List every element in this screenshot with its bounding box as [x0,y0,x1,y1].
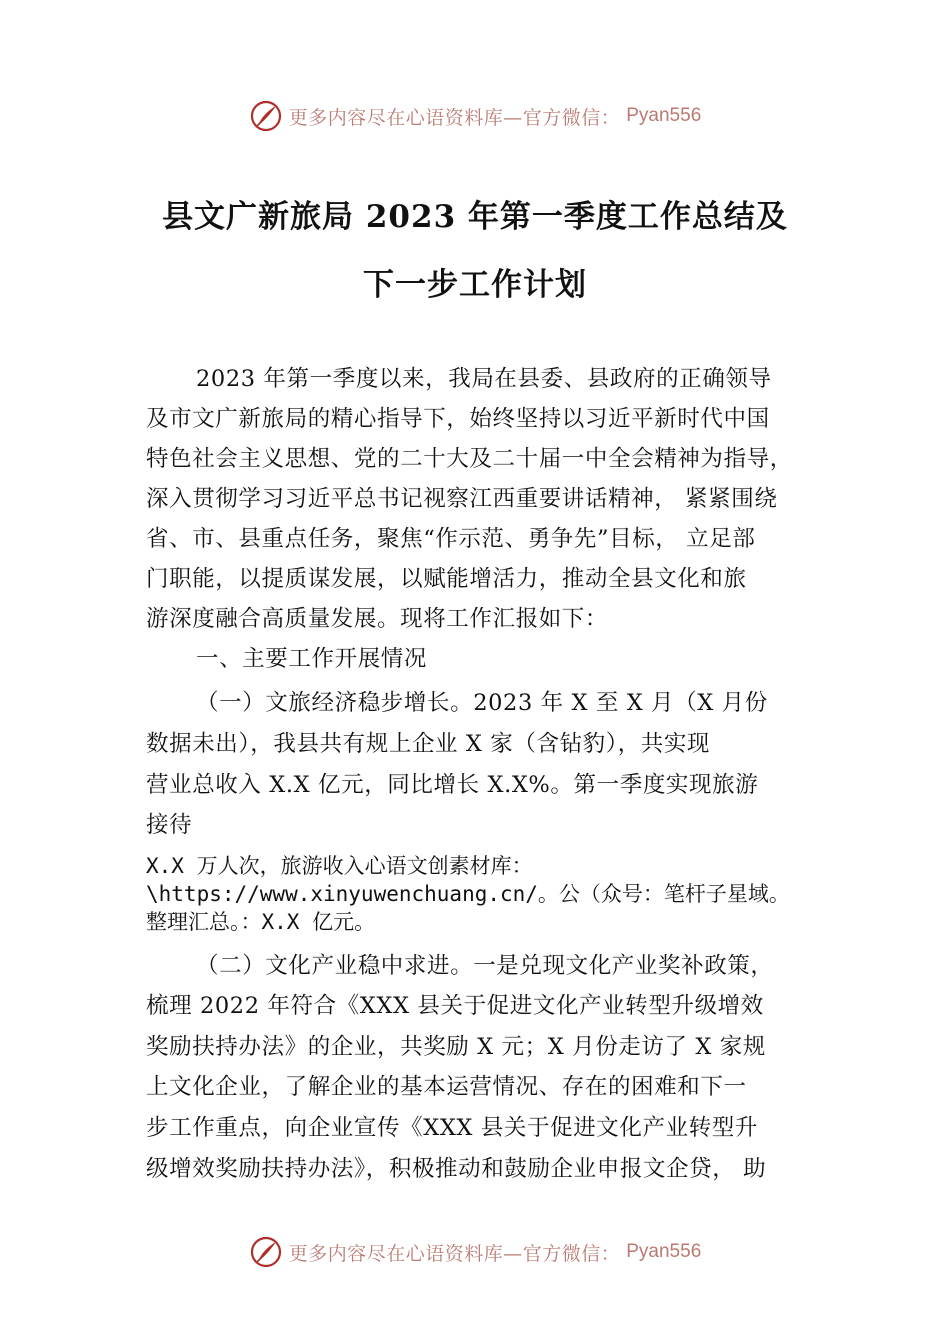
watermark-text: 更多内容尽在心语资料库—官方微信： [288,106,621,129]
section-heading: 一、主要工作开展情况 [196,646,428,672]
paragraph-3-line: 步工作重点，向企业宣传《XXX 县关于促进文化产业转型升 [146,1115,759,1141]
header-watermark [0,96,950,136]
footer-watermark [0,1232,950,1272]
paragraph-2-line: 接待 [146,812,193,838]
document-title-line-1: 县文广新旅局 2023 年第一季度工作总结及 [162,199,788,235]
quill-logo-icon [249,99,283,133]
paragraph-3-line: （二）文化产业稳中求进。一是兑现文化产业奖补政策， [196,953,774,979]
paragraph-2-mono-line: \https://www.xinyuwenchuang.cn/。公（众号：笔杆子星域。 [146,882,790,906]
paragraph-1-line: 特色社会主义思想、党的二十大及二十届一中全会精神为指导， [146,446,793,472]
paragraph-3-line: 上文化企业，了解企业的基本运营情况、存在的困难和下一 [146,1074,747,1100]
paragraph-3-line: 级增效奖励扶持办法》，积极推动和鼓励企业申报文企贷， 助 [146,1156,767,1182]
paragraph-1-line: 门职能，以提质谋发展，以赋能增活力，推动全县文化和旅 [146,566,747,592]
watermark-text: 更多内容尽在心语资料库—官方微信： [288,1242,621,1265]
paragraph-3-line: 奖励扶持办法》的企业，共奖励 X 元；X 月份走访了 X 家规 [146,1034,766,1060]
paragraph-2-mono-line: 整理汇总。：X.X 亿元。 [146,910,376,934]
quill-logo-icon [249,1235,283,1269]
paragraph-1-line: 及市文广新旅局的精心指导下，始终坚持以习近平新时代中国 [146,406,770,432]
paragraph-2-line: 数据未出），我县共有规上企业 X 家（含钻豹），共实现 [146,731,711,757]
paragraph-2-mono-line: X.X 万人次，旅游收入心语文创素材库： [146,854,533,878]
watermark-wechat-id: Pyan556 [626,105,702,126]
paragraph-1-line: 省、市、县重点任务，聚焦“作示范、勇争先”目标， 立足部 [146,526,756,552]
watermark-wechat-id: Pyan556 [626,1241,702,1262]
paragraph-2-line: （一）文旅经济稳步增长。2023 年 X 至 X 月（X 月份 [196,690,768,716]
document-title-line-2: 下一步工作计划 [363,267,587,303]
paragraph-3-line: 梳理 2022 年符合《XXX 县关于促进文化产业转型升级增效 [146,993,764,1019]
paragraph-1-line: 深入贯彻学习习近平总书记视察江西重要讲话精神， 紧紧围绕 [146,486,778,512]
paragraph-1-line: 游深度融合高质量发展。现将工作汇报如下： [146,606,609,632]
paragraph-2-line: 营业总收入 X.X 亿元，同比增长 X.X%。第一季度实现旅游 [146,772,759,798]
paragraph-1-line: 2023 年第一季度以来，我局在县委、县政府的正确领导 [196,366,772,392]
